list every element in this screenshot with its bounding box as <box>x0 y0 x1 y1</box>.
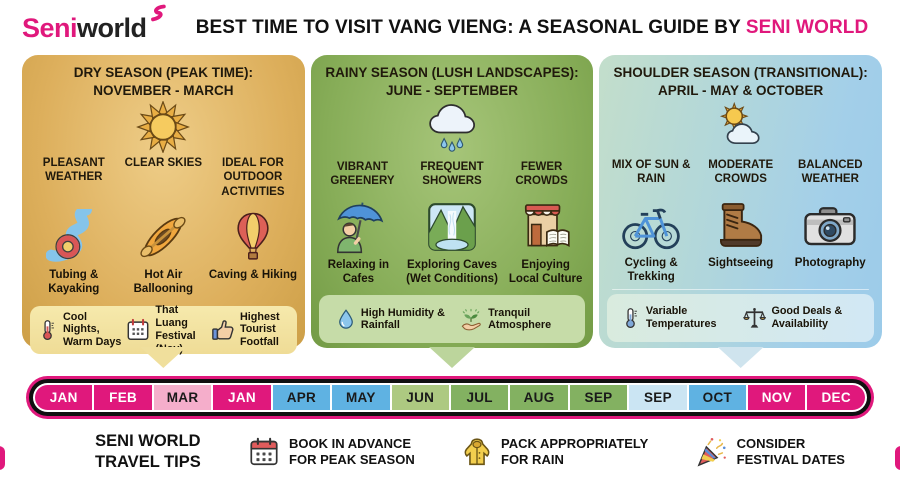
timeline-month-apr: APR <box>273 385 330 410</box>
footer-label: Tranquil Atmosphere <box>488 306 552 332</box>
footer-item-good-deals <box>743 305 861 330</box>
activity-label: Enjoying Local Culture <box>508 258 583 285</box>
tip-text <box>289 436 415 468</box>
tip-line2: FESTIVAL DATES <box>736 451 845 467</box>
feature-label: MODERATE CROWDS <box>708 159 774 186</box>
activity-label: Caving & Hiking <box>208 269 297 282</box>
timeline-month-jan: JAN <box>213 385 270 410</box>
party-popper-icon <box>696 436 728 468</box>
activity-local-culture <box>505 196 586 287</box>
activity-label: Photography <box>794 256 866 269</box>
footer-item-footfall <box>211 311 290 349</box>
footer-label: Cool Nights, Warm Days <box>63 310 122 349</box>
footer-item-cool-nights <box>37 311 126 349</box>
tip-text <box>737 436 845 468</box>
activity-sightseeing <box>696 194 786 285</box>
footer-label: That Luang Festival <box>155 304 196 342</box>
activities-row <box>606 194 875 285</box>
activities-row <box>318 196 587 287</box>
seniworld-logo <box>22 13 174 44</box>
tip-text <box>501 436 648 468</box>
card-tail <box>140 347 186 368</box>
season-cards <box>0 52 900 368</box>
logo-text-world: world <box>77 12 147 43</box>
thermometer-red-icon <box>37 318 58 342</box>
card-title-shoulder <box>606 64 875 99</box>
feature-row <box>606 158 875 187</box>
card-column-dry <box>22 55 305 368</box>
river-tube-icon <box>46 206 102 268</box>
hiking-boot-icon <box>713 194 769 256</box>
edge-decoration-right <box>895 446 900 470</box>
waterfall-icon <box>425 196 479 258</box>
rain-cloud-icon <box>318 101 587 157</box>
activity-hot-air-ballooning <box>119 206 209 297</box>
sun-icon <box>29 101 298 153</box>
tips-heading-line1: SENI WORLD <box>95 432 201 450</box>
timeline-month-sep: SEP <box>570 385 627 410</box>
page-title-brand: SENI WORLD <box>745 17 869 38</box>
feature-label: CLEAR SKIES <box>124 157 202 170</box>
footer-label: Highest Tourist Footfall <box>239 310 280 349</box>
footer-label: Good Deals & Availability <box>771 305 843 330</box>
card-tail <box>429 347 475 368</box>
camera-icon <box>801 194 859 256</box>
card-title-rainy <box>318 64 587 99</box>
header <box>0 0 900 52</box>
activity-label: Sightseeing <box>708 256 774 269</box>
card-dry-season <box>22 55 305 348</box>
feature-label: BALANCED WEATHER <box>797 159 863 186</box>
travel-tips <box>0 419 900 472</box>
timeline-month-feb: FEB <box>94 385 151 410</box>
timeline-month-oct: OCT <box>689 385 746 410</box>
tip-line1: PACK APPROPRIATELY <box>501 435 649 451</box>
logo-swoosh-icon <box>148 4 168 24</box>
card-title-line1: SHOULDER SEASON (TRANSITIONAL): <box>613 65 868 80</box>
timeline-month-jul: JUL <box>451 385 508 410</box>
timeline-month-nov: NOV <box>748 385 805 410</box>
tips-heading-line2: TRAVEL TIPS <box>95 452 201 471</box>
card-title-line2: APRIL - MAY & OCTOBER <box>658 82 824 98</box>
card-shoulder-season <box>599 55 882 348</box>
activities-row <box>29 206 298 297</box>
kayak-icon <box>134 206 192 268</box>
footer-label: High Humidity & Rainfall <box>360 306 445 332</box>
hot-air-balloon-icon <box>228 206 278 268</box>
page-title <box>182 17 882 39</box>
feature-label: VIBRANT GREENERY <box>330 161 395 188</box>
tip-book-advance <box>248 436 415 468</box>
tip-line2: FOR PEAK SEASON <box>289 451 415 467</box>
card-footer-rainy <box>319 295 586 343</box>
footer-item-variable-temps <box>620 305 738 330</box>
timeline-months <box>35 385 865 410</box>
feature-label: FEWER CROWDS <box>515 161 568 188</box>
feature-label: PLEASANT WEATHER <box>42 157 105 184</box>
sun-cloud-icon <box>606 101 875 155</box>
timeline-black-ring <box>29 379 871 416</box>
card-title-line2: NOVEMBER - MARCH <box>93 82 234 98</box>
card-title-dry <box>29 64 298 99</box>
timeline-month-jan: JAN <box>35 385 92 410</box>
activity-caving-hiking <box>208 206 298 297</box>
footer-item-humidity <box>336 307 449 332</box>
thermometer-blue-icon <box>620 306 641 330</box>
logo-text-seni: Seni <box>22 12 78 43</box>
calendar-red-icon <box>248 436 280 468</box>
activity-label: Hot Air Ballooning <box>133 269 194 296</box>
activity-label: Tubing & Kayaking <box>48 269 100 296</box>
activity-label: Exploring Caves (Wet Conditions) <box>406 258 498 285</box>
activity-cycling-trekking <box>606 194 696 285</box>
activity-label: Relaxing in Cafes <box>327 258 390 285</box>
water-drop-icon <box>336 307 356 331</box>
timeline-month-mar: MAR <box>154 385 211 410</box>
tip-line1: CONSIDER <box>736 435 806 451</box>
card-rainy-season <box>311 55 594 348</box>
timeline-month-may: MAY <box>332 385 389 410</box>
edge-decoration-left <box>0 446 5 470</box>
feature-label: FREQUENT SHOWERS <box>420 161 484 188</box>
timeline-month-dec: DEC <box>807 385 864 410</box>
tip-festival-dates <box>696 436 845 468</box>
calendar-icon <box>126 318 150 342</box>
storefront-book-icon <box>519 196 573 258</box>
card-title-line1: RAINY SEASON (LUSH LANDSCAPES): <box>325 65 579 80</box>
scales-icon <box>743 307 766 330</box>
tip-pack-rain <box>462 436 648 468</box>
plant-hand-icon <box>459 308 483 331</box>
activity-tubing-kayaking <box>29 206 119 297</box>
activity-label: Cycling & Trekking <box>624 256 678 283</box>
month-timeline <box>26 376 874 419</box>
feature-row <box>318 160 587 189</box>
timeline-month-sep: SEP <box>629 385 686 410</box>
card-title-line1: DRY SEASON (PEAK TIME): <box>73 65 253 80</box>
timeline-month-aug: AUG <box>510 385 567 410</box>
card-footer-dry <box>30 306 297 354</box>
umbrella-person-icon <box>331 196 385 258</box>
thumbs-up-icon <box>211 318 235 342</box>
card-divider <box>612 289 869 290</box>
footer-item-tranquil <box>459 307 568 332</box>
timeline-month-jun: JUN <box>392 385 449 410</box>
feature-row <box>29 156 298 199</box>
footer-label: Variable Temperatures <box>645 305 717 330</box>
bicycle-icon <box>621 194 681 256</box>
card-title-line2: JUNE - SEPTEMBER <box>385 82 519 98</box>
feature-label: MIX OF SUN & RAIN <box>611 159 691 186</box>
activity-relaxing-cafes <box>318 196 399 287</box>
page-title-text: BEST TIME TO VISIT VANG VIENG: A SEASONAL GUIDE BY <box>195 17 746 38</box>
feature-label: IDEAL FOR OUTDOOR ACTIVITIES <box>221 157 285 198</box>
tip-line2: FOR RAIN <box>501 451 564 467</box>
tip-line1: BOOK IN ADVANCE <box>289 435 412 451</box>
timeline-white-ring <box>33 383 867 412</box>
raincoat-icon <box>462 436 492 468</box>
tips-heading <box>95 431 201 472</box>
card-column-rainy <box>311 55 594 368</box>
activity-photography <box>785 194 875 285</box>
card-column-shoulder <box>599 55 882 368</box>
card-footer-shoulder <box>607 294 874 342</box>
activity-exploring-caves <box>399 196 505 287</box>
card-tail <box>718 347 764 368</box>
